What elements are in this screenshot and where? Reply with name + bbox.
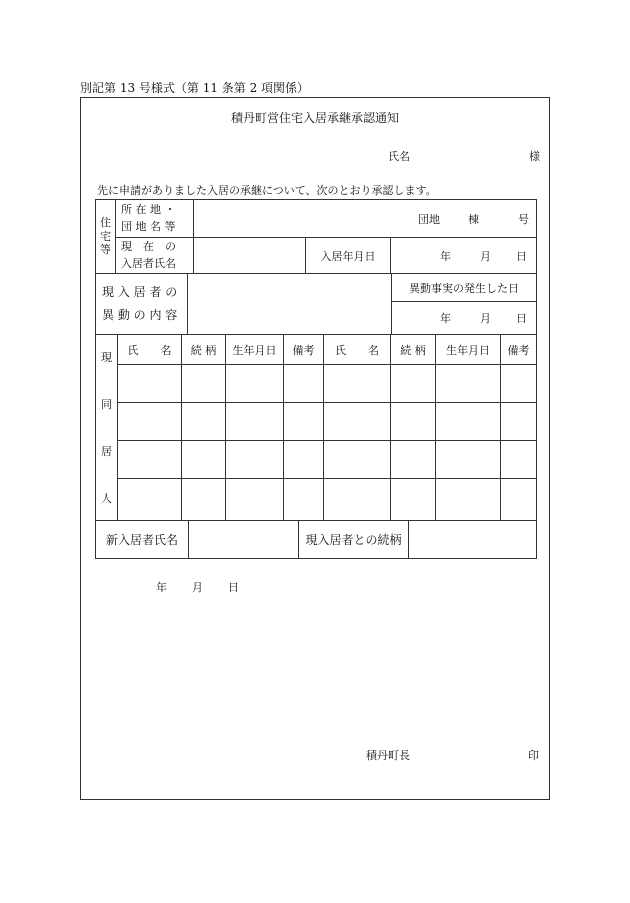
change-content-field[interactable] <box>188 274 392 335</box>
housing-table <box>95 199 537 274</box>
cell[interactable] <box>436 365 501 403</box>
cell[interactable] <box>501 403 537 441</box>
cell[interactable] <box>436 479 501 521</box>
cell[interactable] <box>226 479 284 521</box>
issue-date-day: 日 <box>228 581 239 594</box>
cell[interactable] <box>324 365 391 403</box>
cell[interactable] <box>501 365 537 403</box>
cell[interactable] <box>182 365 226 403</box>
cell[interactable] <box>436 441 501 479</box>
current-tenant-label: 現 在 の 入居者氏名 <box>116 238 194 274</box>
new-tenant-name-label: 新入居者氏名 <box>96 521 189 559</box>
official-title: 積丹町長 <box>366 749 410 762</box>
event-date-label: 異動事実の発生した日 <box>392 274 537 302</box>
header-remarks-2: 備考 <box>501 335 537 365</box>
cell[interactable] <box>226 441 284 479</box>
cell[interactable] <box>501 479 537 521</box>
header-relation-2: 続 柄 <box>391 335 436 365</box>
header-birthdate-2: 生年月日 <box>436 335 501 365</box>
cell[interactable] <box>324 441 391 479</box>
cell[interactable] <box>391 365 436 403</box>
cell[interactable] <box>391 403 436 441</box>
cohabitants-table <box>95 334 537 521</box>
cell[interactable] <box>284 365 324 403</box>
issue-date-month: 月 <box>192 581 203 594</box>
move-in-date-field[interactable]: 年 月 日 <box>391 238 537 274</box>
location-label: 所 在 地 ・ 団 地 名 等 <box>116 200 194 238</box>
cell[interactable] <box>284 441 324 479</box>
event-date-field[interactable]: 年 月 日 <box>392 302 537 335</box>
cell[interactable] <box>501 441 537 479</box>
change-label: 現 入 居 者 の 異 動 の 内 容 <box>96 274 188 335</box>
cell[interactable] <box>182 441 226 479</box>
cell[interactable] <box>118 365 182 403</box>
cohabitant-row <box>96 479 537 521</box>
housing-side-label: 住 宅 等 <box>96 200 116 274</box>
intro-text: 先に申請がありました入居の承継について、次のとおり承認します。 <box>97 184 437 197</box>
relation-field[interactable] <box>409 521 537 559</box>
header-name-1: 氏 名 <box>118 335 182 365</box>
cell[interactable] <box>284 479 324 521</box>
cohabitant-row <box>96 365 537 403</box>
cell[interactable] <box>391 479 436 521</box>
document-title: 積丹町営住宅入居承継承認通知 <box>231 111 400 125</box>
cell[interactable] <box>118 403 182 441</box>
cell[interactable] <box>182 403 226 441</box>
addressee-name-label: 氏名 <box>388 150 410 163</box>
relation-label: 現入居者との続柄 <box>299 521 409 559</box>
current-tenant-field[interactable] <box>194 238 306 274</box>
cell[interactable] <box>391 441 436 479</box>
header-relation-1: 続 柄 <box>182 335 226 365</box>
header-birthdate-1: 生年月日 <box>226 335 284 365</box>
cohabitant-row <box>96 403 537 441</box>
cell[interactable] <box>182 479 226 521</box>
cell[interactable] <box>226 365 284 403</box>
form-number: 別記第 13 号様式（第 11 条第 2 項関係） <box>80 81 310 95</box>
cohabitants-side-label: 現 同 居 人 <box>96 335 118 521</box>
location-field[interactable]: 団地 棟 号 <box>194 200 537 238</box>
header-name-2: 氏 名 <box>324 335 391 365</box>
cohabitant-row <box>96 441 537 479</box>
change-table <box>95 273 537 335</box>
seal-mark: 印 <box>528 749 539 762</box>
cell[interactable] <box>226 403 284 441</box>
cell[interactable] <box>118 441 182 479</box>
cell[interactable] <box>324 403 391 441</box>
cell[interactable] <box>324 479 391 521</box>
cell[interactable] <box>118 479 182 521</box>
cell[interactable] <box>284 403 324 441</box>
new-tenant-table <box>95 520 537 559</box>
cell[interactable] <box>436 403 501 441</box>
addressee-honorific: 様 <box>529 150 540 163</box>
move-in-date-label: 入居年月日 <box>306 238 391 274</box>
header-remarks-1: 備考 <box>284 335 324 365</box>
new-tenant-name-field[interactable] <box>189 521 299 559</box>
issue-date-year: 年 <box>156 581 167 594</box>
